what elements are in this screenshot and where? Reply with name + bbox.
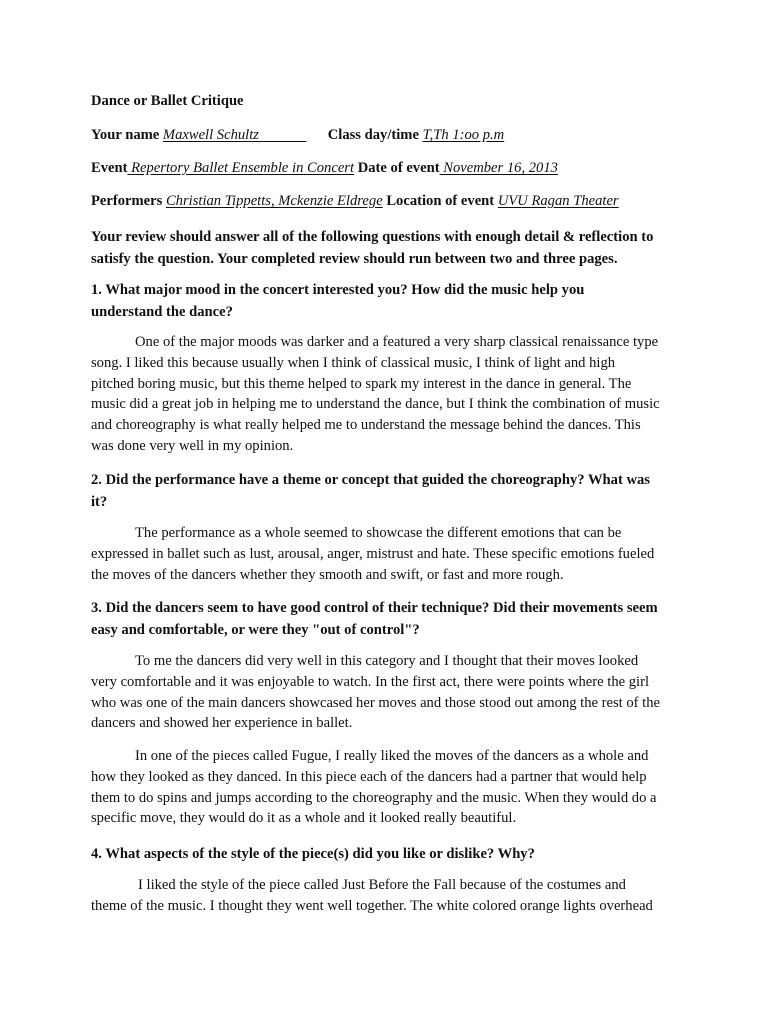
question-3 <box>91 597 691 641</box>
answer-line: was done very well in my opinion. <box>91 437 294 454</box>
question-line: understand the dance? <box>91 304 233 320</box>
answer-line: The performance as a whole seemed to showcase the different emotions that can be <box>135 525 622 541</box>
name-class-row <box>91 125 504 146</box>
class-value: T,Th 1:oo p.m <box>422 127 505 143</box>
question-line: it? <box>91 494 108 510</box>
answer-line: pitched boring music, but this theme helped to spark my interest in the dance in general. The <box>91 375 632 392</box>
event-label: Event <box>91 160 128 176</box>
question-2 <box>91 469 691 513</box>
answer-2-paragraph <box>91 523 687 585</box>
answer-1-paragraph <box>91 332 687 457</box>
answer-3-paragraph-1 <box>91 651 687 734</box>
performers-location-row <box>91 191 619 212</box>
answer-line: specific move, they would do it as a whole and it looked really beautiful. <box>91 810 517 827</box>
location-value: UVU Ragan Theater <box>497 193 619 209</box>
answer-line: expressed in ballet such as lust, arousal, anger, mistrust and hate. These specific emotions fueled <box>91 545 655 562</box>
answer-3-paragraph-2 <box>91 746 687 829</box>
answer-line: the moves of the dancers whether they smooth and swift, or fast and more rough. <box>91 566 564 583</box>
answer-line: them to do spins and jumps according to the choreography and the music. When they would do a <box>91 789 657 806</box>
instructions <box>91 226 691 270</box>
answer-line: music did a great job in helping me to understand the dance, but I think the combination of music <box>91 396 660 413</box>
answer-line: dancers and showed her experience in ballet. <box>91 715 353 732</box>
answer-4-paragraph <box>91 875 687 917</box>
name-value-underline-tail <box>259 127 306 143</box>
performers-label: Performers <box>91 193 163 209</box>
question-line: 3. Did the dancers seem to have good control of their technique? Did their movements seem <box>91 600 658 616</box>
answer-line: how they looked as they danced. In this piece each of the dancers had a partner that would help <box>91 768 647 785</box>
instructions-line: satisfy the question. Your completed review should run between two and three pages. <box>91 251 618 267</box>
answer-line: and choreography is what really helped me to understand the message behind the dances. This <box>91 417 641 434</box>
event-value: Repertory Ballet Ensemble in Concert <box>131 160 355 176</box>
performers-value: Christian Tippetts, Mckenzie Eldrege <box>165 193 383 209</box>
name-value: Maxwell Schultz <box>162 127 259 143</box>
instructions-line: Your review should answer all of the following questions with enough detail & reflection to <box>91 229 654 245</box>
class-label: Class day/time <box>327 127 419 143</box>
date-value: November 16, 2013 <box>443 160 558 176</box>
answer-line: very comfortable and it was enjoyable to watch. In the first act, there were points where the girl <box>91 673 650 690</box>
answer-line: In one of the pieces called Fugue, I really liked the moves of the dancers as a whole and <box>135 748 649 764</box>
answer-line: One of the major moods was darker and a featured a very sharp classical renaissance type <box>135 334 659 350</box>
answer-line: who was one of the main dancers showcased her moves and those stood out among the rest of the <box>91 694 661 711</box>
answer-line: To me the dancers did very well in this category and I thought that their moves looked <box>135 653 639 669</box>
event-date-row <box>91 158 558 179</box>
date-label: Date of event <box>357 160 440 176</box>
question-line: 2. Did the performance have a theme or concept that guided the choreography? What was <box>91 472 650 488</box>
answer-line: I liked the style of the piece called Just Before the Fall because of the costumes and <box>138 877 626 893</box>
question-line: 1. What major mood in the concert interested you? How did the music help you <box>91 282 585 298</box>
answer-line: song. I liked this because usually when I think of classical music, I think of light and high <box>91 354 616 371</box>
location-label: Location of event <box>386 193 495 209</box>
answer-line: theme of the music. I thought they went well together. The white colored orange lights overhead <box>91 897 653 914</box>
question-4 <box>91 843 691 865</box>
document-title: Dance or Ballet Critique <box>91 93 244 109</box>
question-line: easy and comfortable, or were they "out of control"? <box>91 622 420 638</box>
name-label: Your name <box>91 127 160 143</box>
question-line: 4. What aspects of the style of the piece(s) did you like or dislike? Why? <box>91 846 535 862</box>
question-1 <box>91 279 691 323</box>
